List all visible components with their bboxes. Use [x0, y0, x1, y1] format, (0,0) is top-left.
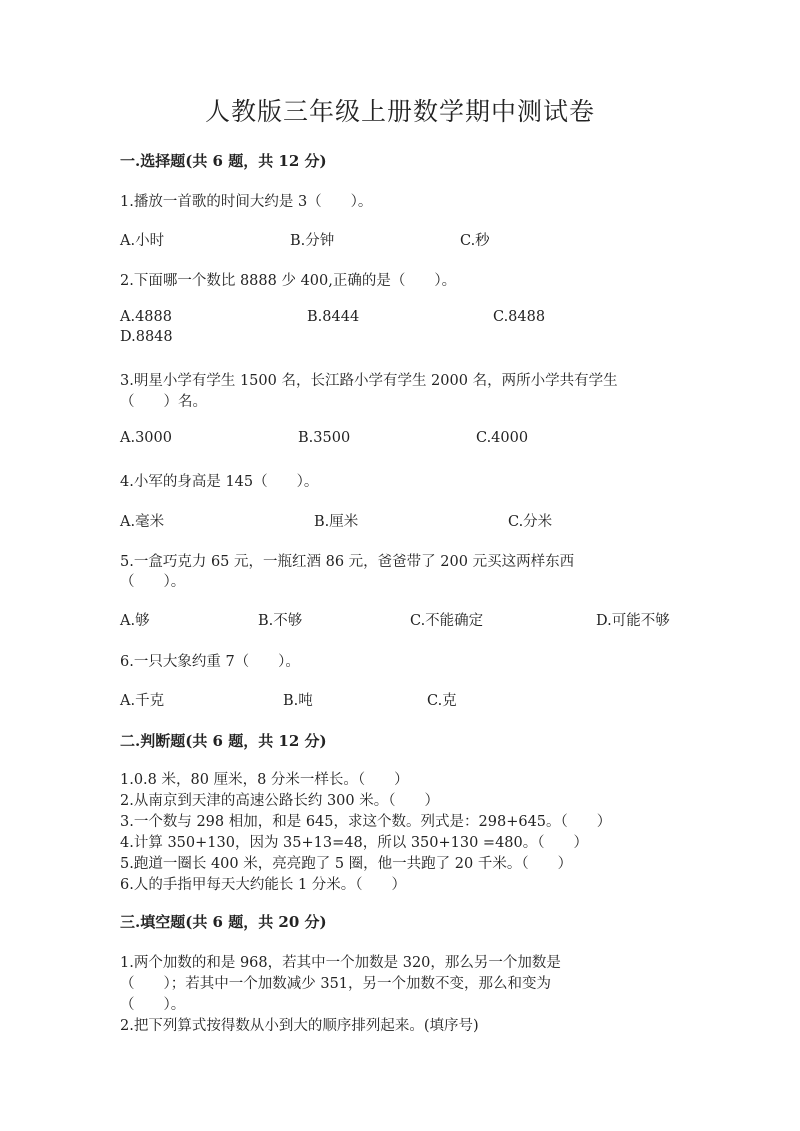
option-b: B.厘米 [314, 514, 359, 530]
question-stem: 4.小军的身高是 145（ ）。 [120, 474, 319, 490]
option-c: C.秒 [460, 233, 490, 249]
option-c: C.克 [427, 693, 457, 709]
question-stem-continued: （ ）。 [120, 997, 186, 1013]
option-b: B.分钟 [290, 233, 335, 249]
judgement-item: 1.0.8 米，80 厘米，8 分米一样长。（ ） [120, 772, 409, 788]
option-b: B.吨 [283, 693, 313, 709]
option-a: A.3000 [120, 430, 172, 446]
judgement-item: 4.计算 350+130，因为 35+13=48，所以 350+130 =480。（ ） [120, 835, 588, 851]
option-b: B.8444 [307, 309, 360, 325]
question-stem: 5.一盒巧克力 65 元，一瓶红酒 86 元，爸爸带了 200 元买这两样东西 [120, 554, 575, 570]
option-a: A.小时 [120, 233, 165, 249]
question-stem: 6.一只大象约重 7（ ）。 [120, 654, 300, 670]
option-b: B.3500 [298, 430, 351, 446]
question-stem: 2.把下列算式按得数从小到大的顺序排列起来。(填序号) [120, 1018, 479, 1034]
question-stem: 1.两个加数的和是 968，若其中一个加数是 320，那么另一个加数是 [120, 955, 561, 971]
option-d: D.8848 [120, 329, 173, 345]
option-a: A.4888 [120, 309, 172, 325]
option-a: A.够 [120, 613, 150, 629]
judgement-item: 3.一个数与 298 相加，和是 645，求这个数。列式是：298+645。（ ） [120, 814, 612, 830]
option-c: C.不能确定 [410, 613, 484, 629]
page-title: 人教版三年级上册数学期中测试卷 [204, 97, 595, 126]
section-heading-fill-blank: 三.填空题(共 6 题，共 20 分) [120, 913, 327, 931]
section-heading-judgement: 二.判断题(共 6 题，共 12 分) [120, 732, 327, 750]
option-a: A.千克 [120, 693, 165, 709]
question-stem: 3.明星小学有学生 1500 名，长江路小学有学生 2000 名，两所小学共有学生 [120, 373, 618, 389]
option-c: C.8488 [493, 309, 546, 325]
section-heading-choice: 一.选择题(共 6 题，共 12 分) [120, 152, 327, 170]
question-stem-continued: （ ）。 [120, 574, 186, 590]
judgement-item: 5.跑道一圈长 400 米，亮亮跑了 5 圈，他一共跑了 20 千米。（ ） [120, 856, 573, 872]
option-c: C.分米 [508, 514, 553, 530]
option-d: D.可能不够 [596, 613, 670, 629]
question-stem-continued: （ ）名。 [120, 394, 207, 410]
option-b: B.不够 [258, 613, 303, 629]
option-a: A.毫米 [120, 514, 165, 530]
question-stem-continued: （ ）；若其中一个加数减少 351，另一个加数不变，那么和变为 [120, 976, 552, 992]
judgement-item: 2.从南京到天津的高速公路长约 300 米。（ ） [120, 793, 439, 809]
option-c: C.4000 [476, 430, 529, 446]
judgement-item: 6.人的手指甲每天大约能长 1 分米。（ ） [120, 877, 407, 893]
question-stem: 1.播放一首歌的时间大约是 3（ ）。 [120, 194, 373, 210]
question-stem: 2.下面哪一个数比 8888 少 400,正确的是（ ）。 [120, 273, 457, 289]
